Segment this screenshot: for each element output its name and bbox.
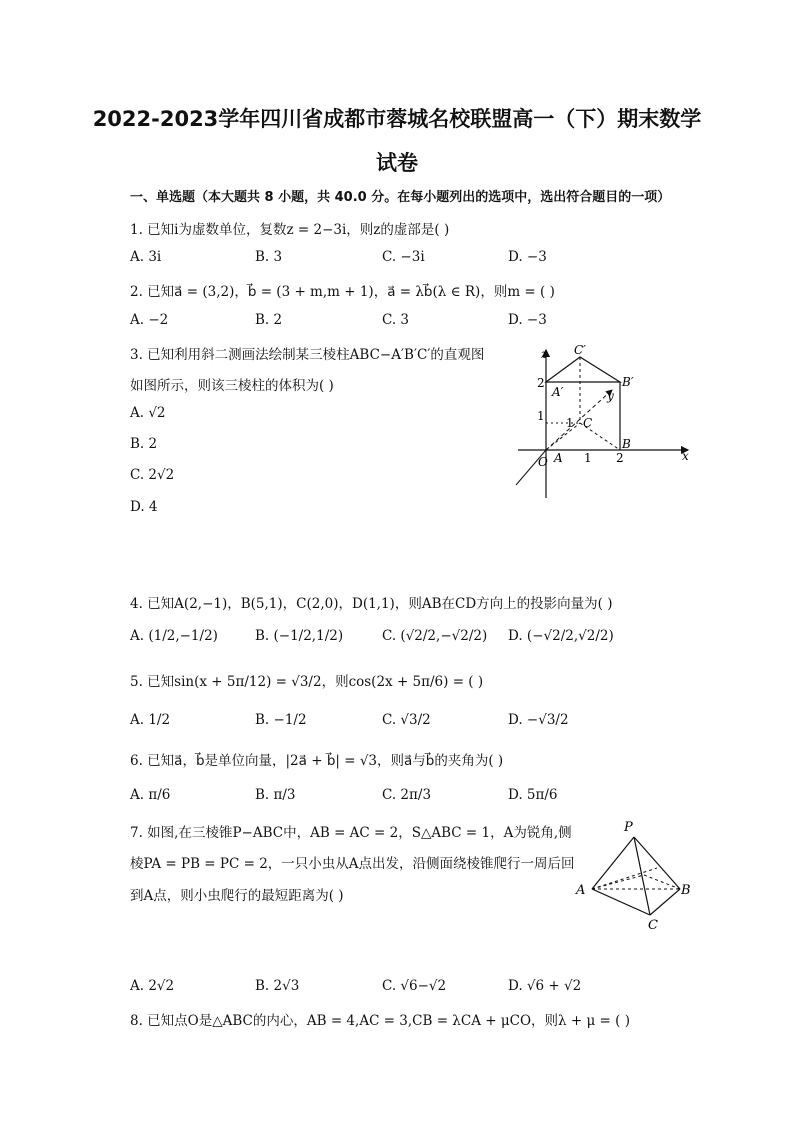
label-tick-2-z: 2 [537,376,545,390]
question-5: 5. 已知sin(x + 5π/12) = √3/2，则cos(2x + 5π/6) = ( ) [130,674,484,690]
edge-pa [592,837,634,889]
y-axis-dashed [546,390,612,450]
page-title: 2022-2023学年四川省成都市蓉城名校联盟高一（下）期末数学 [92,107,702,131]
edge-cb [650,889,680,915]
label-a-prime: A′ [552,385,564,399]
q4-option-b: B. (−1/2,1/2) [255,628,344,644]
q5-option-b: B. −1/2 [255,712,307,728]
question-3-line-2: 如图所示，则该三棱柱的体积为( ) [130,378,334,394]
q6-option-b: B. π/3 [255,787,296,803]
label-o: O [538,455,548,469]
q1-option-a: A. 3i [130,249,162,265]
prism-figure [508,340,698,502]
question-2: 2. 已知a⃗ = (3,2)，b⃗ = (3 + m,m + 1)，a⃗ = λb⃗(λ ∈ R)，则m = ( ) [130,284,555,300]
q1-option-d: D. −3 [508,249,547,265]
q3-option-c: C. 2√2 [130,467,175,483]
q2-option-b: B. 2 [255,312,283,328]
q4-option-c: C. (√2/2,−√2/2) [382,628,488,644]
path-dash-1 [592,868,657,889]
q3-option-d: D. 4 [130,499,158,515]
q4-option-a: A. (1/2,−1/2) [130,628,218,644]
label-c: C [648,918,658,933]
q6-option-c: C. 2π/3 [382,787,432,803]
q6-option-a: A. π/6 [130,787,171,803]
q1-option-b: B. 3 [255,249,283,265]
question-6: 6. 已知a⃗，b⃗是单位向量，|2a⃗ + b⃗| = √3，则a⃗与b⃗的夹角为( ) [130,753,504,769]
q5-option-c: C. √3/2 [382,712,431,728]
path-dash-2 [592,875,644,889]
pyramid-figure [570,815,695,935]
top-face [546,357,620,382]
label-x: x [682,449,689,463]
q5-option-d: D. −√3/2 [508,712,569,728]
q7-option-d: D. √6 + √2 [508,978,582,994]
label-y: y [607,389,614,403]
label-b: B [622,437,631,451]
label-tick-1-z: 1 [537,409,545,423]
edge-pc [634,837,650,915]
q7-option-a: A. 2√2 [130,978,175,994]
question-7-line-1: 7. 如图,在三棱锥P−ABC中，AB = AC = 2，S△ABC = 1，A为锐角,侧 [130,825,572,841]
label-tick-2-x: 2 [616,451,624,465]
page-title-continued: 试卷 [376,151,418,175]
question-7-line-2: 棱PA = PB = PC = 2，一只小虫从A点出发，沿侧面绕棱锥爬行一周后回 [130,856,575,872]
q2-option-a: A. −2 [130,312,169,328]
question-1: 1. 已知i为虚数单位，复数z = 2−3i，则z的虚部是( ) [130,222,450,238]
label-b: B [681,883,691,898]
label-a: A [576,883,586,898]
label-a: A [554,451,563,465]
q3-option-b: B. 2 [130,436,158,452]
label-tick-1-y: 1 [566,416,574,430]
q6-option-d: D. 5π/6 [508,787,558,803]
question-7-line-3: 到A点，则小虫爬行的最短距离为( ) [130,888,344,904]
question-8: 8. 已知点O是△ABC的内心，AB = 4,AC = 3,CB = λCA + μCO，则λ + μ = ( ) [130,1013,630,1029]
q4-option-d: D. (−√2/2,√2/2) [508,628,614,644]
label-c: C [583,416,593,430]
question-4: 4. 已知A(2,−1)，B(5,1)，C(2,0)，D(1,1)，则AB在CD方向上的投影向量为( ) [130,596,613,612]
label-c-prime: C′ [574,343,586,357]
q1-option-c: C. −3i [382,249,425,265]
q7-option-c: C. √6−√2 [382,978,447,994]
label-tick-1-x: 1 [584,451,592,465]
q2-option-d: D. −3 [508,312,547,328]
label-b-prime: B′ [622,375,634,389]
question-3-line-1: 3. 已知利用斜二测画法绘制某三棱柱ABC−A′B′C′的直观图 [130,347,485,363]
edge-ac [592,889,650,915]
edge-pb [634,837,680,889]
edge-ac [546,423,580,450]
label-p: P [624,820,633,835]
q7-option-b: B. 2√3 [255,978,300,994]
section-heading: 一、单选题（本大题共 8 小题，共 40.0 分。在每小题列出的选项中，选出符合题目的一项） [130,190,671,205]
q5-option-a: A. 1/2 [130,712,171,728]
q2-option-c: C. 3 [382,312,410,328]
q3-option-a: A. √2 [130,405,166,421]
label-z: z [541,347,548,361]
